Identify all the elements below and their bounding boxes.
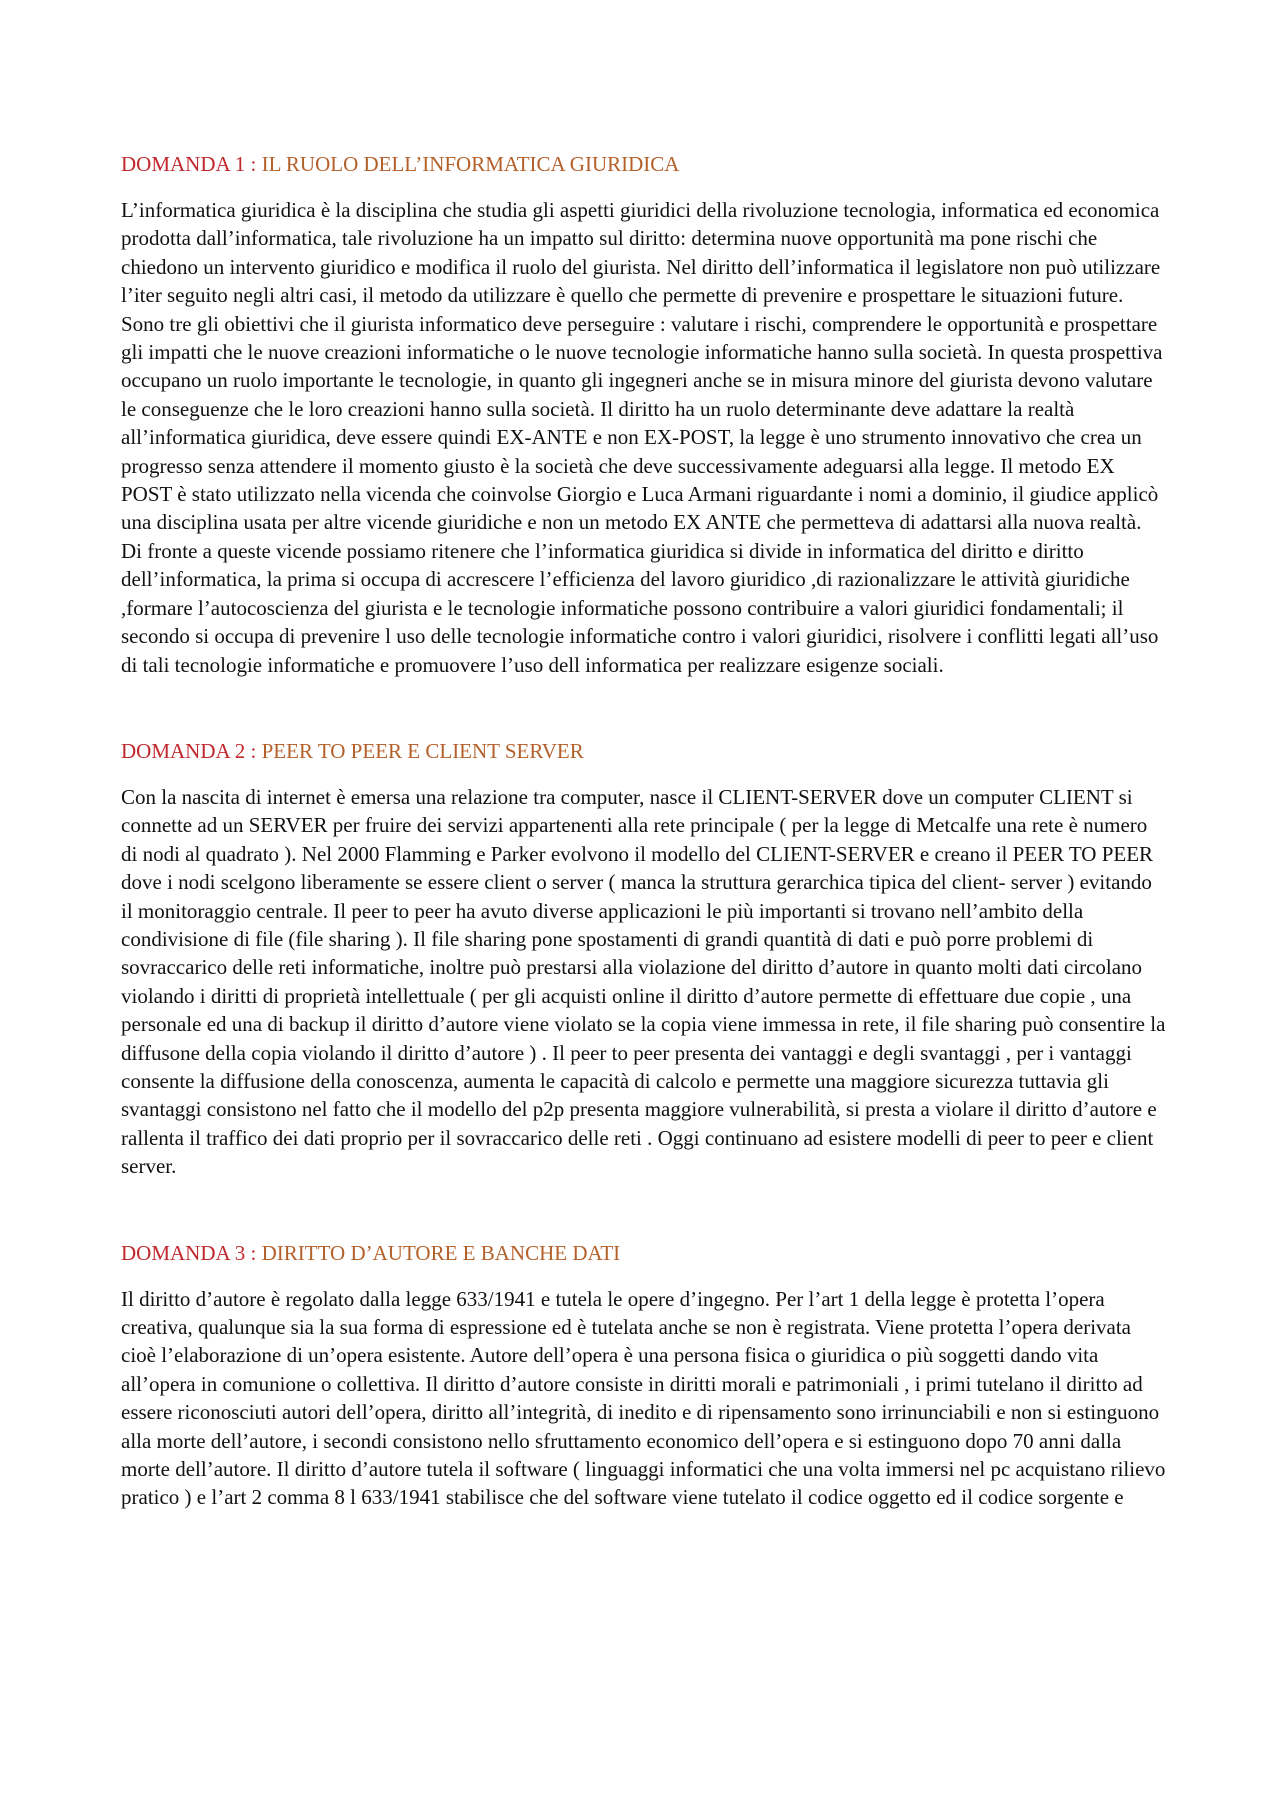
document-page [121,150,1166,1512]
question-separator: : [250,738,257,763]
section-heading [121,1239,1166,1267]
section-domanda-2 [121,737,1166,1181]
section-heading [121,737,1166,765]
section-heading [121,150,1166,178]
question-title: IL RUOLO DELL’INFORMATICA GIURIDICA [261,152,680,176]
question-label: DOMANDA 1 [121,152,246,176]
question-label: DOMANDA 2 [121,738,246,763]
question-separator: : [250,152,257,176]
section-body: Con la nascita di internet è emersa una relazione tra computer, nasce il CLIENT-SERVER dove un computer CLIENT si connette ad un SERVER per fruire dei servizi appartenenti alla rete principale ( per la legge di Metcalfe una rete è numero di nodi al quadrato ). Nel 2000 Flamming e Parker evolvono il modello del CLIENT-SERVER e creano il PEER TO PEER dove i nodi scelgono liberamente se essere client o server ( manca la struttura gerarchica tipica del client- server ) evitando il monitoraggio centrale. Il peer to peer ha avuto diverse applicazioni le più importanti si trovano nell’ambito della condivisione di file (file sharing ). Il file sharing pone spostamenti di grandi quantità di dati e può porre problemi di sovraccarico delle reti informatiche, inoltre può prestarsi alla violazione del diritto d’autore in quanto molti dati circolano violando i diritti di proprietà intellettuale ( per gli acquisti online il diritto d’autore permette di effettuare due copie , una personale ed una di backup il diritto d’autore viene violato se la copia viene immessa in rete, il file sharing può consentire la diffusone della copia violando il diritto d’autore ) . Il peer to peer presenta dei vantaggi e degli svantaggi , per i vantaggi consente la diffusione della conoscenza, aumenta le capacità di calcolo e permette una maggiore sicurezza tuttavia gli svantaggi consistono nel fatto che il modello del p2p presenta maggiore vulnerabilità, si presta a violare il diritto d’autore e rallenta il traffico dei dati proprio per il sovraccarico delle reti . Oggi continuano ad esistere modelli di peer to peer e client server. [121,784,1166,1179]
question-label: DOMANDA 3 [121,1240,246,1265]
section-body: Il diritto d’autore è regolato dalla legge 633/1941 e tutela le opere d’ingegno. Per l’art 1 della legge è protetta l’opera creativa, qualunque sia la sua forma di espressione ed è tutelata anche se non è registrata. Viene protetta l’opera derivata cioè l’elaborazione di un’opera esistente. Autore dell’opera è una persona fisica o giuridica o più soggetti dando vita all’opera in comunione o collettiva. Il diritto d’autore consiste in diritti morali e patrimoniali , i primi tutelano il diritto ad essere riconosciuti autori dell’opera, diritto all’integrità, di inedito e di ripensamento sono irrinunciabili e non si estinguono alla morte dell’autore, i secondi consistono nello sfruttamento economico dell’opera e si estinguono dopo 70 anni dalla morte dell’autore. Il diritto d’autore tutela il software ( linguaggi informatici che una volta immersi nel pc acquistano rilievo pratico ) e l’art 2 comma 8 l 633/1941 stabilisce che del software viene tutelato il codice oggetto ed il codice sorgente e [121,1286,1166,1510]
question-separator: : [250,1240,257,1265]
question-title: DIRITTO D’AUTORE E BANCHE DATI [261,1240,621,1265]
section-domanda-1 [121,150,1166,679]
question-title: PEER TO PEER E CLIENT SERVER [261,738,584,763]
section-body: L’informatica giuridica è la disciplina che studia gli aspetti giuridici della rivoluzione tecnologia, informatica ed economica prodotta dall’informatica, tale rivoluzione ha un impatto sul diritto: determina nuove opportunità ma pone rischi che chiedono un intervento giuridico e modifica il ruolo del giurista. Nel diritto dell’informatica il legislatore non può utilizzare l’iter seguito negli altri casi, il metodo da utilizzare è quello che permette di prevenire e prospettare le situazioni future. Sono tre gli obiettivi che il giurista informatico deve perseguire : valutare i rischi, comprendere le opportunità e prospettare gli impatti che le nuove creazioni informatiche o le nuove tecnologie informatiche hanno sulla società. In questa prospettiva occupano un ruolo importante le tecnologie, in quanto gli ingegneri anche se in misura minore del giurista devono valutare le conseguenze che le loro creazioni hanno sulla società. Il diritto ha un ruolo determinante deve adattare la realtà all’informatica giuridica, deve essere quindi EX-ANTE e non EX-POST, la legge è uno strumento innovativo che crea un progresso senza attendere il momento giusto è la società che deve successivamente adeguarsi alla legge. Il metodo EX POST è stato utilizzato nella vicenda che coinvolse Giorgio e Luca Armani riguardante i nomi a dominio, il giudice applicò una disciplina usata per altre vicende giuridiche e non un metodo EX ANTE che permetteva di adattarsi alla nuova realtà. Di fronte a queste vicende possiamo ritenere che l’informatica giuridica si divide in informatica del diritto e diritto dell’informatica, la prima si occupa di accrescere l’efficienza del lavoro giuridico ,di razionalizzare le attività giuridiche ,formare l’autocoscienza del giurista e le tecnologie informatiche possono contribuire a valori giuridici fondamentali; il secondo si occupa di prevenire l uso delle tecnologie informatiche contro i valori giuridici, risolvere i conflitti legati all’uso di tali tecnologie informatiche e promuovere l’uso dell informatica per realizzare esigenze sociali. [121,198,1163,677]
section-domanda-3 [121,1239,1166,1512]
